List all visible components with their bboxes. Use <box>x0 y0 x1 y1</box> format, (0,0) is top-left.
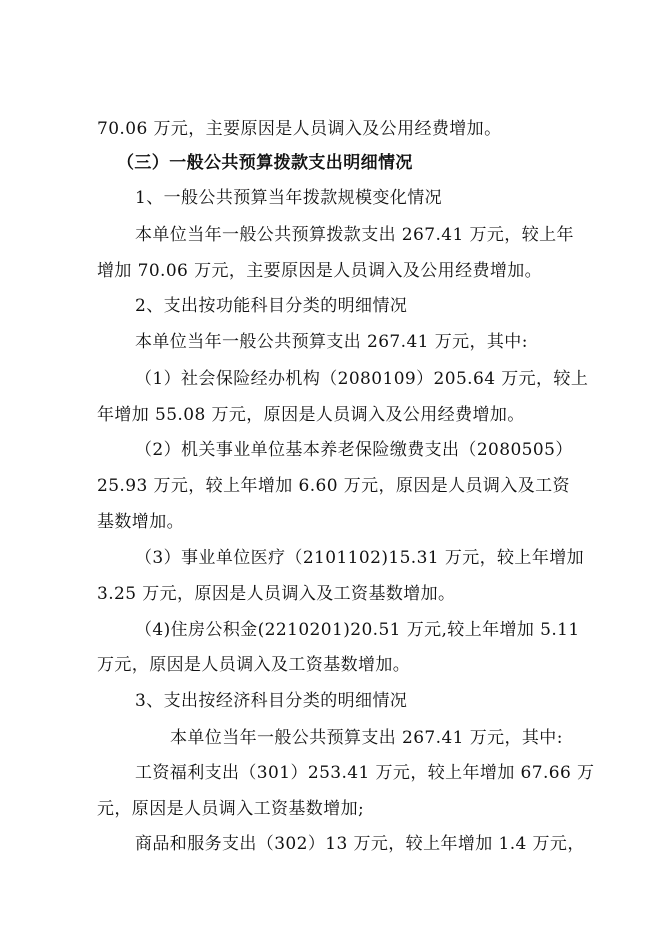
list-item-1-line: 年增加 55.08 万元，原因是人员调入及公用经费增加。 <box>97 405 525 425</box>
list-item-4-line: 万元，原因是人员调入及工资基数增加。 <box>97 655 411 675</box>
body-text-line: 本单位当年一般公共预算拨款支出 267.41 万元，较上年 <box>135 225 574 245</box>
list-item-2-line: 基数增加。 <box>97 512 184 532</box>
paragraph-continuation: 70.06 万元，主要原因是人员调入及公用经费增加。 <box>97 119 502 139</box>
body-text-line: 商品和服务支出（302）13 万元，较上年增加 1.4 万元， <box>135 834 585 854</box>
body-text-line: 元，原因是人员调入工资基数增加; <box>97 799 365 819</box>
list-item-2-line: 25.93 万元，较上年增加 6.60 万元，原因是人员调入及工资 <box>97 476 570 496</box>
section-heading: （三）一般公共预算拨款支出明细情况 <box>117 153 413 173</box>
body-text-line: 本单位当年一般公共预算支出 267.41 万元，其中: <box>170 728 563 748</box>
body-text-line: 增加 70.06 万元，主要原因是人员调入及公用经费增加。 <box>97 261 543 281</box>
list-item-1-line: （1）社会保险经办机构（2080109）205.64 万元，较上 <box>135 369 589 389</box>
list-item-2-line: （2）机关事业单位基本养老保险缴费支出（2080505） <box>135 440 573 460</box>
subsection-heading-1: 1、一般公共预算当年拨款规模变化情况 <box>135 188 443 208</box>
list-item-3-line: （3）事业单位医疗（2101102)15.31 万元，较上年增加 <box>135 548 585 568</box>
subsection-heading-2: 2、支出按功能科目分类的明细情况 <box>135 296 408 316</box>
body-text-line: 本单位当年一般公共预算支出 267.41 万元，其中: <box>135 332 528 352</box>
subsection-heading-3: 3、支出按经济科目分类的明细情况 <box>135 691 408 711</box>
list-item-3-line: 3.25 万元，原因是人员调入及工资基数增加。 <box>97 584 456 604</box>
list-item-4-line: （4)住房公积金(2210201)20.51 万元,较上年增加 5.11 <box>135 620 580 640</box>
body-text-line: 工资福利支出（301）253.41 万元，较上年增加 67.66 万 <box>135 763 595 783</box>
